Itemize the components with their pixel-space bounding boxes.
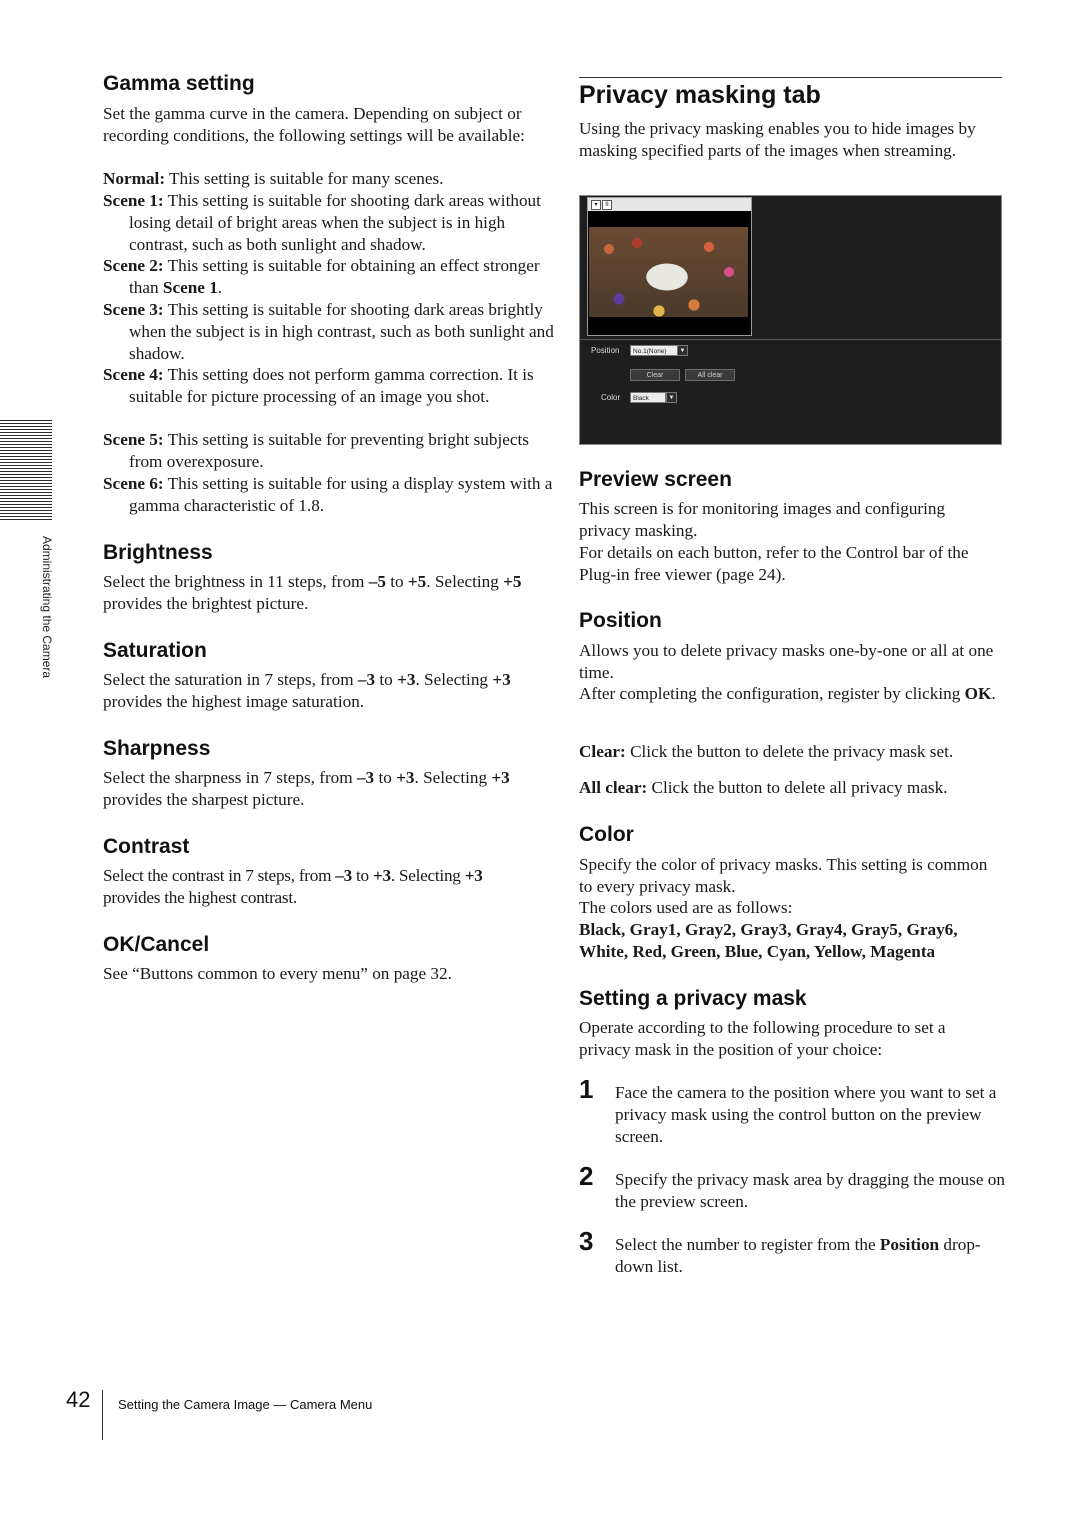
okcancel-heading: OK/Cancel	[103, 933, 210, 956]
footer-section-title: Setting the Camera Image — Camera Menu	[118, 1397, 373, 1412]
setting-intro: Operate according to the following procedure to set a privacy mask in the position of your choice:	[579, 1018, 946, 1059]
saturation-heading: Saturation	[103, 639, 207, 662]
footer-divider	[102, 1390, 103, 1440]
page-number: 42	[66, 1387, 91, 1412]
step-3-text: Select the number to register from the Position drop-down list.	[615, 1235, 981, 1276]
position-dropdown-arrow-icon[interactable]: ▼	[677, 345, 688, 356]
step-3-number: 3	[579, 1226, 594, 1256]
screenshot-divider	[580, 339, 1001, 340]
gamma-item-scene4: Scene 4: This setting does not perform gamma correction. It is suitable for picture processing of an image you shot.	[103, 365, 534, 406]
viewer-menu-button[interactable]: ▾	[591, 200, 601, 210]
okcancel-text: See “Buttons common to every menu” on page 32.	[103, 964, 452, 983]
saturation-text: Select the saturation in 7 steps, from –3 to +3. Selecting +3 provides the highest image saturation.	[103, 670, 511, 711]
gamma-item-scene6: Scene 6: This setting is suitable for using a display system with a gamma characteristic of 1.8.	[103, 474, 553, 515]
gamma-heading: Gamma setting	[103, 72, 255, 95]
clear-button[interactable]: Clear	[630, 369, 680, 381]
position-select[interactable]: No.1(None)	[630, 345, 678, 356]
gamma-item-scene5: Scene 5: This setting is suitable for preventing bright subjects from overexposure.	[103, 430, 529, 471]
preview-viewer	[587, 197, 752, 336]
color-label: Color	[601, 393, 621, 402]
color-p2: The colors used are as follows:	[579, 898, 793, 917]
page-title: Privacy masking tab	[579, 81, 821, 109]
color-dropdown-arrow-icon[interactable]: ▼	[666, 392, 677, 403]
step-1-number: 1	[579, 1074, 594, 1104]
brightness-heading: Brightness	[103, 541, 213, 564]
preview-p1: This screen is for monitoring images and configuring privacy masking.	[579, 499, 946, 540]
gamma-item-scene2: Scene 2: This setting is suitable for obtaining an effect stronger than Scene 1.	[103, 256, 540, 297]
step-2-number: 2	[579, 1161, 594, 1191]
privacy-masking-screenshot	[579, 195, 1002, 445]
step-1-text: Face the camera to the position where you want to set a privacy mask using the control button on the preview screen.	[615, 1083, 997, 1146]
position-heading: Position	[579, 609, 662, 632]
preview-p2: For details on each button, refer to the Control bar of the Plug-in free viewer (page 24).	[579, 543, 969, 584]
sharpness-heading: Sharpness	[103, 737, 211, 760]
gamma-item-normal: Normal: This setting is suitable for many scenes.	[103, 169, 444, 188]
section-thumb-tab	[0, 420, 52, 520]
brightness-text: Select the brightness in 11 steps, from –5 to +5. Selecting +5 provides the brightest picture.	[103, 572, 522, 613]
gamma-intro: Set the gamma curve in the camera. Depending on subject or recording conditions, the following settings will be available:	[103, 104, 525, 145]
step-2-text: Specify the privacy mask area by dragging the mouse on the preview screen.	[615, 1170, 1005, 1211]
color-select[interactable]: Black	[630, 392, 666, 403]
contrast-heading: Contrast	[103, 835, 190, 858]
preview-image[interactable]	[589, 227, 748, 317]
color-heading: Color	[579, 823, 634, 846]
color-p1: Specify the color of privacy masks. This setting is common to every privacy mask.	[579, 855, 988, 896]
viewer-control-bar	[588, 198, 751, 211]
contrast-text: Select the contrast in 7 steps, from –3 to +3. Selecting +3 provides the highest contrast.	[103, 866, 483, 907]
color-list: Black, Gray1, Gray2, Gray3, Gray4, Gray5, Gray6, White, Red, Green, Blue, Cyan, Yellow, Magenta	[579, 920, 958, 961]
privacy-intro: Using the privacy masking enables you to hide images by masking specified parts of the images when streaming.	[579, 119, 976, 160]
sharpness-text: Select the sharpness in 7 steps, from –3 to +3. Selecting +3 provides the sharpest picture.	[103, 768, 510, 809]
position-label: Position	[591, 346, 620, 355]
gamma-item-scene1: Scene 1: This setting is suitable for shooting dark areas without losing detail of bright areas when the subject is in high contrast, such as both sunlight and shadow.	[103, 191, 541, 254]
position-p2: After completing the configuration, register by clicking OK.	[579, 684, 996, 703]
title-rule	[579, 77, 1002, 78]
viewer-pause-button[interactable]: II	[602, 200, 612, 210]
all-clear-button[interactable]: All clear	[685, 369, 735, 381]
all-clear-description: All clear: Click the button to delete all privacy mask.	[579, 778, 948, 797]
setting-heading: Setting a privacy mask	[579, 987, 807, 1010]
side-section-label: Administrating the Camera	[40, 536, 54, 679]
gamma-item-scene3: Scene 3: This setting is suitable for shooting dark areas brightly when the subject is in high contrast, such as both sunlight and shadow.	[103, 300, 554, 363]
preview-heading: Preview screen	[579, 468, 732, 491]
position-p1: Allows you to delete privacy masks one-by-one or all at one time.	[579, 641, 994, 682]
clear-description: Clear: Click the button to delete the privacy mask set.	[579, 742, 954, 761]
